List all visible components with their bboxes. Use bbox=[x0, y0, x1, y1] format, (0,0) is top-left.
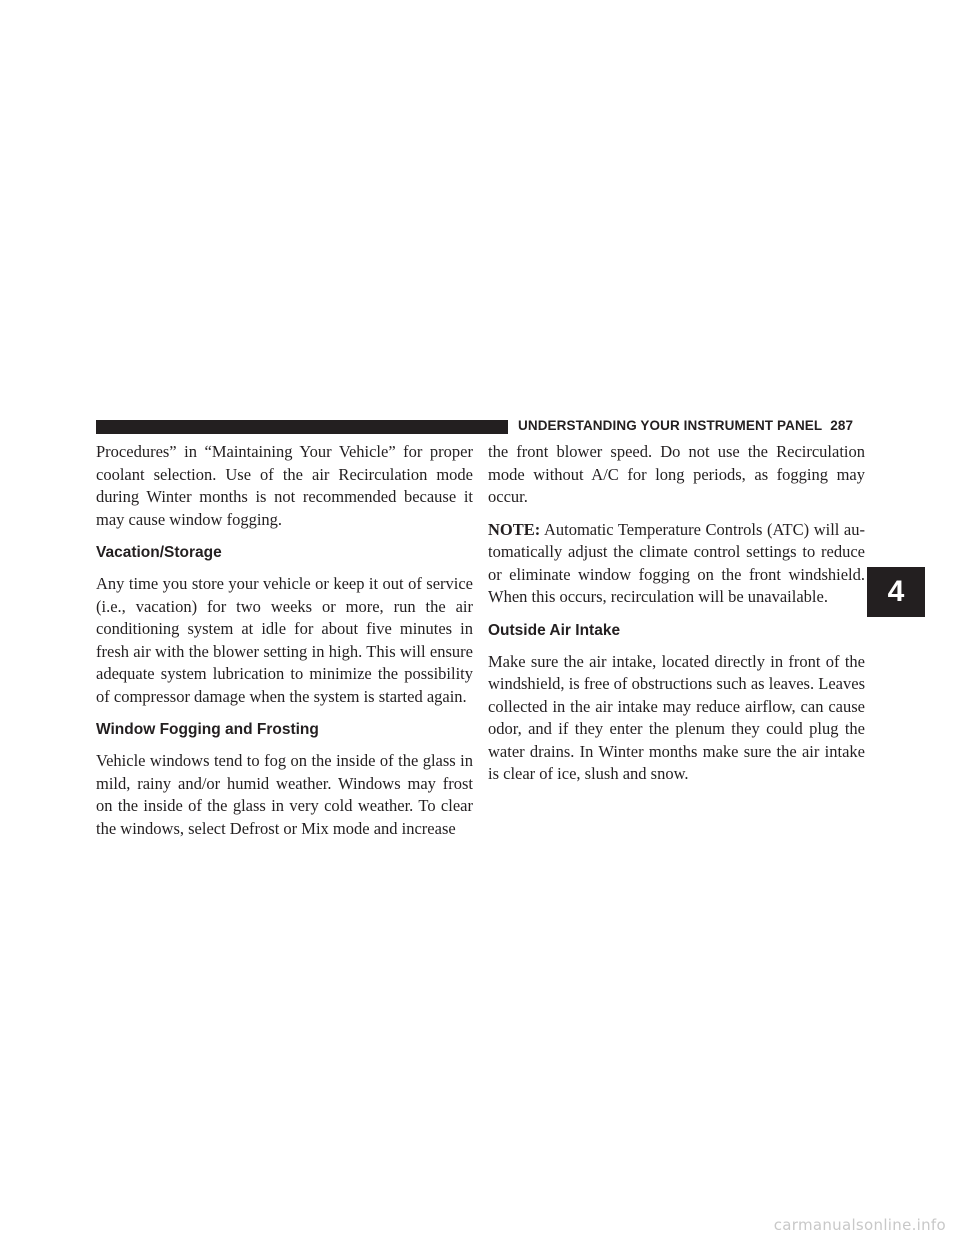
intake-paragraph: Make sure the air intake, located directly in front of the windshield, is free of obstructions such as leaves. Leaves collected in the air intake may reduce airflow, can cause odor, and if they enter the plenum they could plug the water drains. In Winter months make sure the air intake is clear of ice, slush and snow. bbox=[488, 651, 865, 783]
heading-vacation-storage: Vacation/Storage bbox=[96, 544, 222, 561]
header-rule bbox=[96, 420, 508, 434]
running-header bbox=[518, 416, 868, 436]
continued-paragraph: the front blower speed. Do not use the Recirculation mode without A/C for long periods, as fogging may occur. bbox=[488, 442, 865, 506]
left-column bbox=[96, 441, 473, 850]
note-text: Automatic Temperature Controls (ATC) will automatically adjust the climate control settings to reduce or eliminate window fogging on the front windshield. When this occurs, recirculation will be unavailable. bbox=[488, 519, 865, 606]
intro-paragraph: Procedures” in “Maintaining Your Vehicle” for proper coolant selection. Use of the air Recirculation mode during Winter months is not recommended because it may cause window fogging. bbox=[96, 442, 473, 529]
heading-window-fogging: Window Fogging and Frosting bbox=[96, 721, 319, 738]
note-paragraph bbox=[488, 519, 865, 609]
vacation-paragraph: Any time you store your vehicle or keep it out of service (i.e., vacation) for two weeks or more, run the air conditioning system at idle for about five minutes in fresh air with the blower setting in high. This will ensure adequate system lubrication to minimize the possibility of compressor damage when the system is started again. bbox=[96, 574, 473, 706]
right-column bbox=[488, 441, 865, 796]
section-title: UNDERSTANDING YOUR INSTRUMENT PANEL bbox=[518, 418, 823, 433]
fogging-paragraph: Vehicle windows tend to fog on the inside of the glass in mild, rainy and/or humid weather. Windows may frost on the inside of the glass in very cold weather. To clear the windows, select Defrost or Mix mode and increase bbox=[96, 751, 473, 838]
chapter-tab: 4 bbox=[867, 567, 925, 617]
heading-outside-air-intake: Outside Air Intake bbox=[488, 621, 621, 639]
watermark: carmanualsonline.info bbox=[773, 1216, 946, 1234]
page-number: 287 bbox=[830, 418, 854, 433]
note-label: NOTE: bbox=[488, 519, 541, 539]
